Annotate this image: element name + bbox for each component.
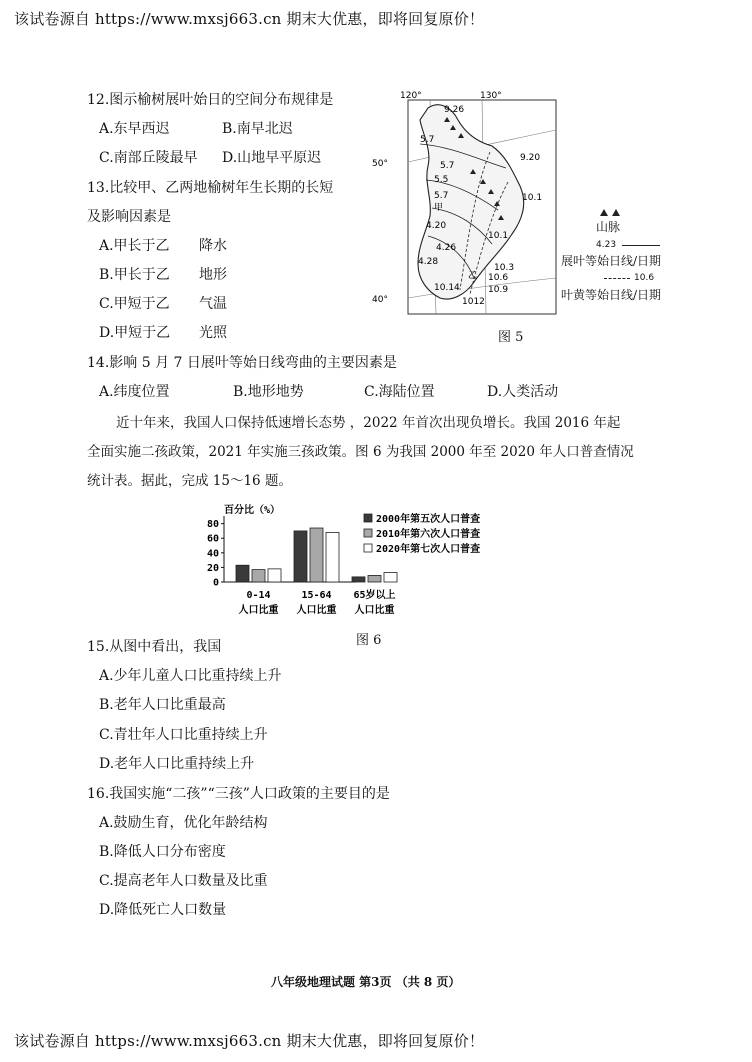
question-14-option-a: A.纬度位置 (99, 384, 170, 400)
contour-label: 1012 (462, 297, 485, 307)
question-13-option-a-factor: 降水 (199, 238, 227, 254)
contour-label: 10.1 (522, 193, 543, 203)
legend-leaf-line (622, 245, 660, 246)
chart-x-labels (239, 588, 396, 616)
question-15-stem: 15.从图中看出，我国 (87, 639, 222, 655)
question-15-option-a: A.少年儿童人口比重持续上升 (99, 668, 282, 684)
chart-x-tick-label: 人口比重 (238, 605, 279, 616)
question-12-option-c: C.南部丘陵最早 (99, 150, 198, 166)
contour-label: 10.1 (488, 231, 509, 241)
question-13-option-b: B.甲长于乙 (99, 267, 170, 283)
map-lon-120: 120° (400, 91, 422, 101)
contour-label: 4.20 (426, 221, 447, 231)
legend-yellow-label: 叶黄等始日线/日期 (561, 288, 662, 302)
contour-label: 4.26 (436, 243, 457, 253)
chart-legend-label: 2020年第七次人口普查 (376, 544, 481, 555)
contour-label: 9.26 (444, 105, 465, 115)
chart-x-tick-label: 0-14 (246, 590, 271, 601)
question-16-option-b: B.降低人口分布密度 (99, 844, 226, 860)
question-14-stem: 14.影响 5 月 7 日展叶等始日线弯曲的主要因素是 (87, 355, 397, 371)
question-15-option-d: D.老年人口比重持续上升 (99, 756, 255, 772)
question-12-option-d: D.山地早平原迟 (222, 150, 322, 166)
chart-legend-swatch (364, 529, 372, 537)
legend-yellow-sample: 10.6 (634, 273, 655, 283)
question-13-option-d-factor: 光照 (199, 325, 227, 341)
contour-label: 5.7 (440, 161, 455, 171)
chart-bar (268, 569, 281, 582)
chart-bar (326, 532, 339, 582)
question-15-option-b: B.老年人口比重最高 (99, 697, 226, 713)
legend-leaf-label: 展叶等始日线/日期 (561, 254, 662, 268)
question-13-option-c: C.甲短于乙 (99, 296, 170, 312)
question-14-option-b: B.地形地势 (233, 384, 304, 400)
contour-label: 5.7 (434, 191, 449, 201)
chart-bar (236, 565, 249, 582)
chart-caption: 图 6 (356, 633, 382, 648)
chart-legend (364, 512, 480, 555)
map-caption: 图 5 (498, 330, 524, 345)
chart-bar (252, 570, 265, 582)
chart-y-tick-label: 20 (206, 562, 219, 574)
question-13-option-c-factor: 气温 (199, 296, 227, 312)
question-14-option-d: D.人类活动 (487, 384, 559, 400)
chart-bars (236, 528, 397, 582)
chart-bar (310, 528, 323, 582)
passage-line-2: 全面实施二孩政策，2021 年实施三孩政策。图 6 为我国 2000 年至 2020 年人口普查情况 (87, 444, 634, 460)
map-lat-50: 50° (372, 159, 388, 169)
question-16-option-c: C.提高老年人口数量及比重 (99, 873, 268, 889)
question-13-stem-line1: 13.比较甲、乙两地榆树年生长期的长短 (87, 180, 334, 196)
contour-label: 5.5 (434, 175, 449, 185)
question-16-option-a: A.鼓励生育，优化年龄结构 (99, 815, 268, 831)
passage-line-1: 近十年来，我国人口保持低速增长态势 ，2022 年首次出现负增长。我国 2016 年起 (116, 415, 621, 431)
question-13-option-b-factor: 地形 (199, 267, 227, 283)
question-16-option-d: D.降低死亡人口数量 (99, 902, 227, 918)
chart-legend-swatch (364, 514, 372, 522)
question-12-option-b: B.南早北迟 (222, 121, 293, 137)
chart-x-tick-label: 15-64 (301, 590, 332, 601)
question-16-stem: 16.我国实施“二孩”“三孩”人口政策的主要目的是 (87, 786, 390, 802)
legend-mountain: 山脉 (596, 220, 621, 234)
map-label-yi: 乙 (468, 271, 478, 281)
population-chart (196, 500, 526, 624)
chart-y-tick-label: 0 (212, 577, 219, 589)
map-figure-5 (370, 86, 570, 326)
chart-x-tick-label: 65岁以上 (353, 590, 396, 601)
contour-label: 10.3 (494, 263, 515, 273)
chart-bar (368, 575, 381, 582)
map-lon-130: 130° (480, 91, 502, 101)
chart-y-tick-label: 60 (206, 533, 219, 545)
question-15-option-c: C.青壮年人口比重持续上升 (99, 727, 268, 743)
map-lat-40: 40° (372, 295, 388, 305)
chart-legend-label: 2000年第五次人口普查 (376, 514, 481, 525)
chart-x-tick-label: 人口比重 (354, 605, 395, 616)
contour-label: 10.6 (488, 273, 509, 283)
question-12-option-a: A.东早西迟 (99, 121, 170, 137)
chart-bar (352, 577, 365, 582)
contour-label: 9.20 (520, 153, 541, 163)
question-14-option-c: C.海陆位置 (364, 384, 435, 400)
chart-legend-swatch (364, 544, 372, 552)
bottom-banner[interactable]: 该试卷源自 https://www.mxsj663.cn 期末大优惠，即将回复原价！ (14, 1032, 485, 1050)
contour-label: 4.28 (418, 257, 439, 267)
chart-legend-label: 2010年第六次人口普查 (376, 529, 481, 540)
chart-title: 百分比（%） (224, 505, 281, 516)
legend-leaf-sample: 4.23 (596, 240, 617, 250)
chart-x-tick-label: 人口比重 (296, 605, 337, 616)
contour-label: 5.7 (420, 135, 435, 145)
contour-label: 10.14 (434, 283, 460, 293)
page-footer: 八年级地理试题 第3页 （共 8 页） (271, 975, 461, 989)
question-13-option-a: A.甲长于乙 (99, 238, 170, 254)
top-banner[interactable]: 该试卷源自 https://www.mxsj663.cn 期末大优惠，即将回复原价！ (14, 10, 485, 28)
question-12-stem: 12.图示榆树展叶始日的空间分布规律是 (87, 92, 334, 108)
question-13-option-d: D.甲短于乙 (99, 325, 171, 341)
map-label-jia: 甲 (434, 203, 444, 213)
chart-y-tick-label: 40 (206, 548, 219, 560)
chart-y-tick-label: 80 (206, 519, 219, 531)
mountain-legend-icon (596, 206, 626, 218)
chart-bar (384, 573, 397, 582)
contour-label: 10.9 (488, 285, 509, 295)
chart-bar (294, 531, 307, 582)
legend-yellow-line (604, 278, 630, 279)
question-13-stem-line2: 及影响因素是 (87, 209, 171, 225)
passage-line-3: 统计表。据此，完成 15～16 题。 (87, 473, 292, 489)
